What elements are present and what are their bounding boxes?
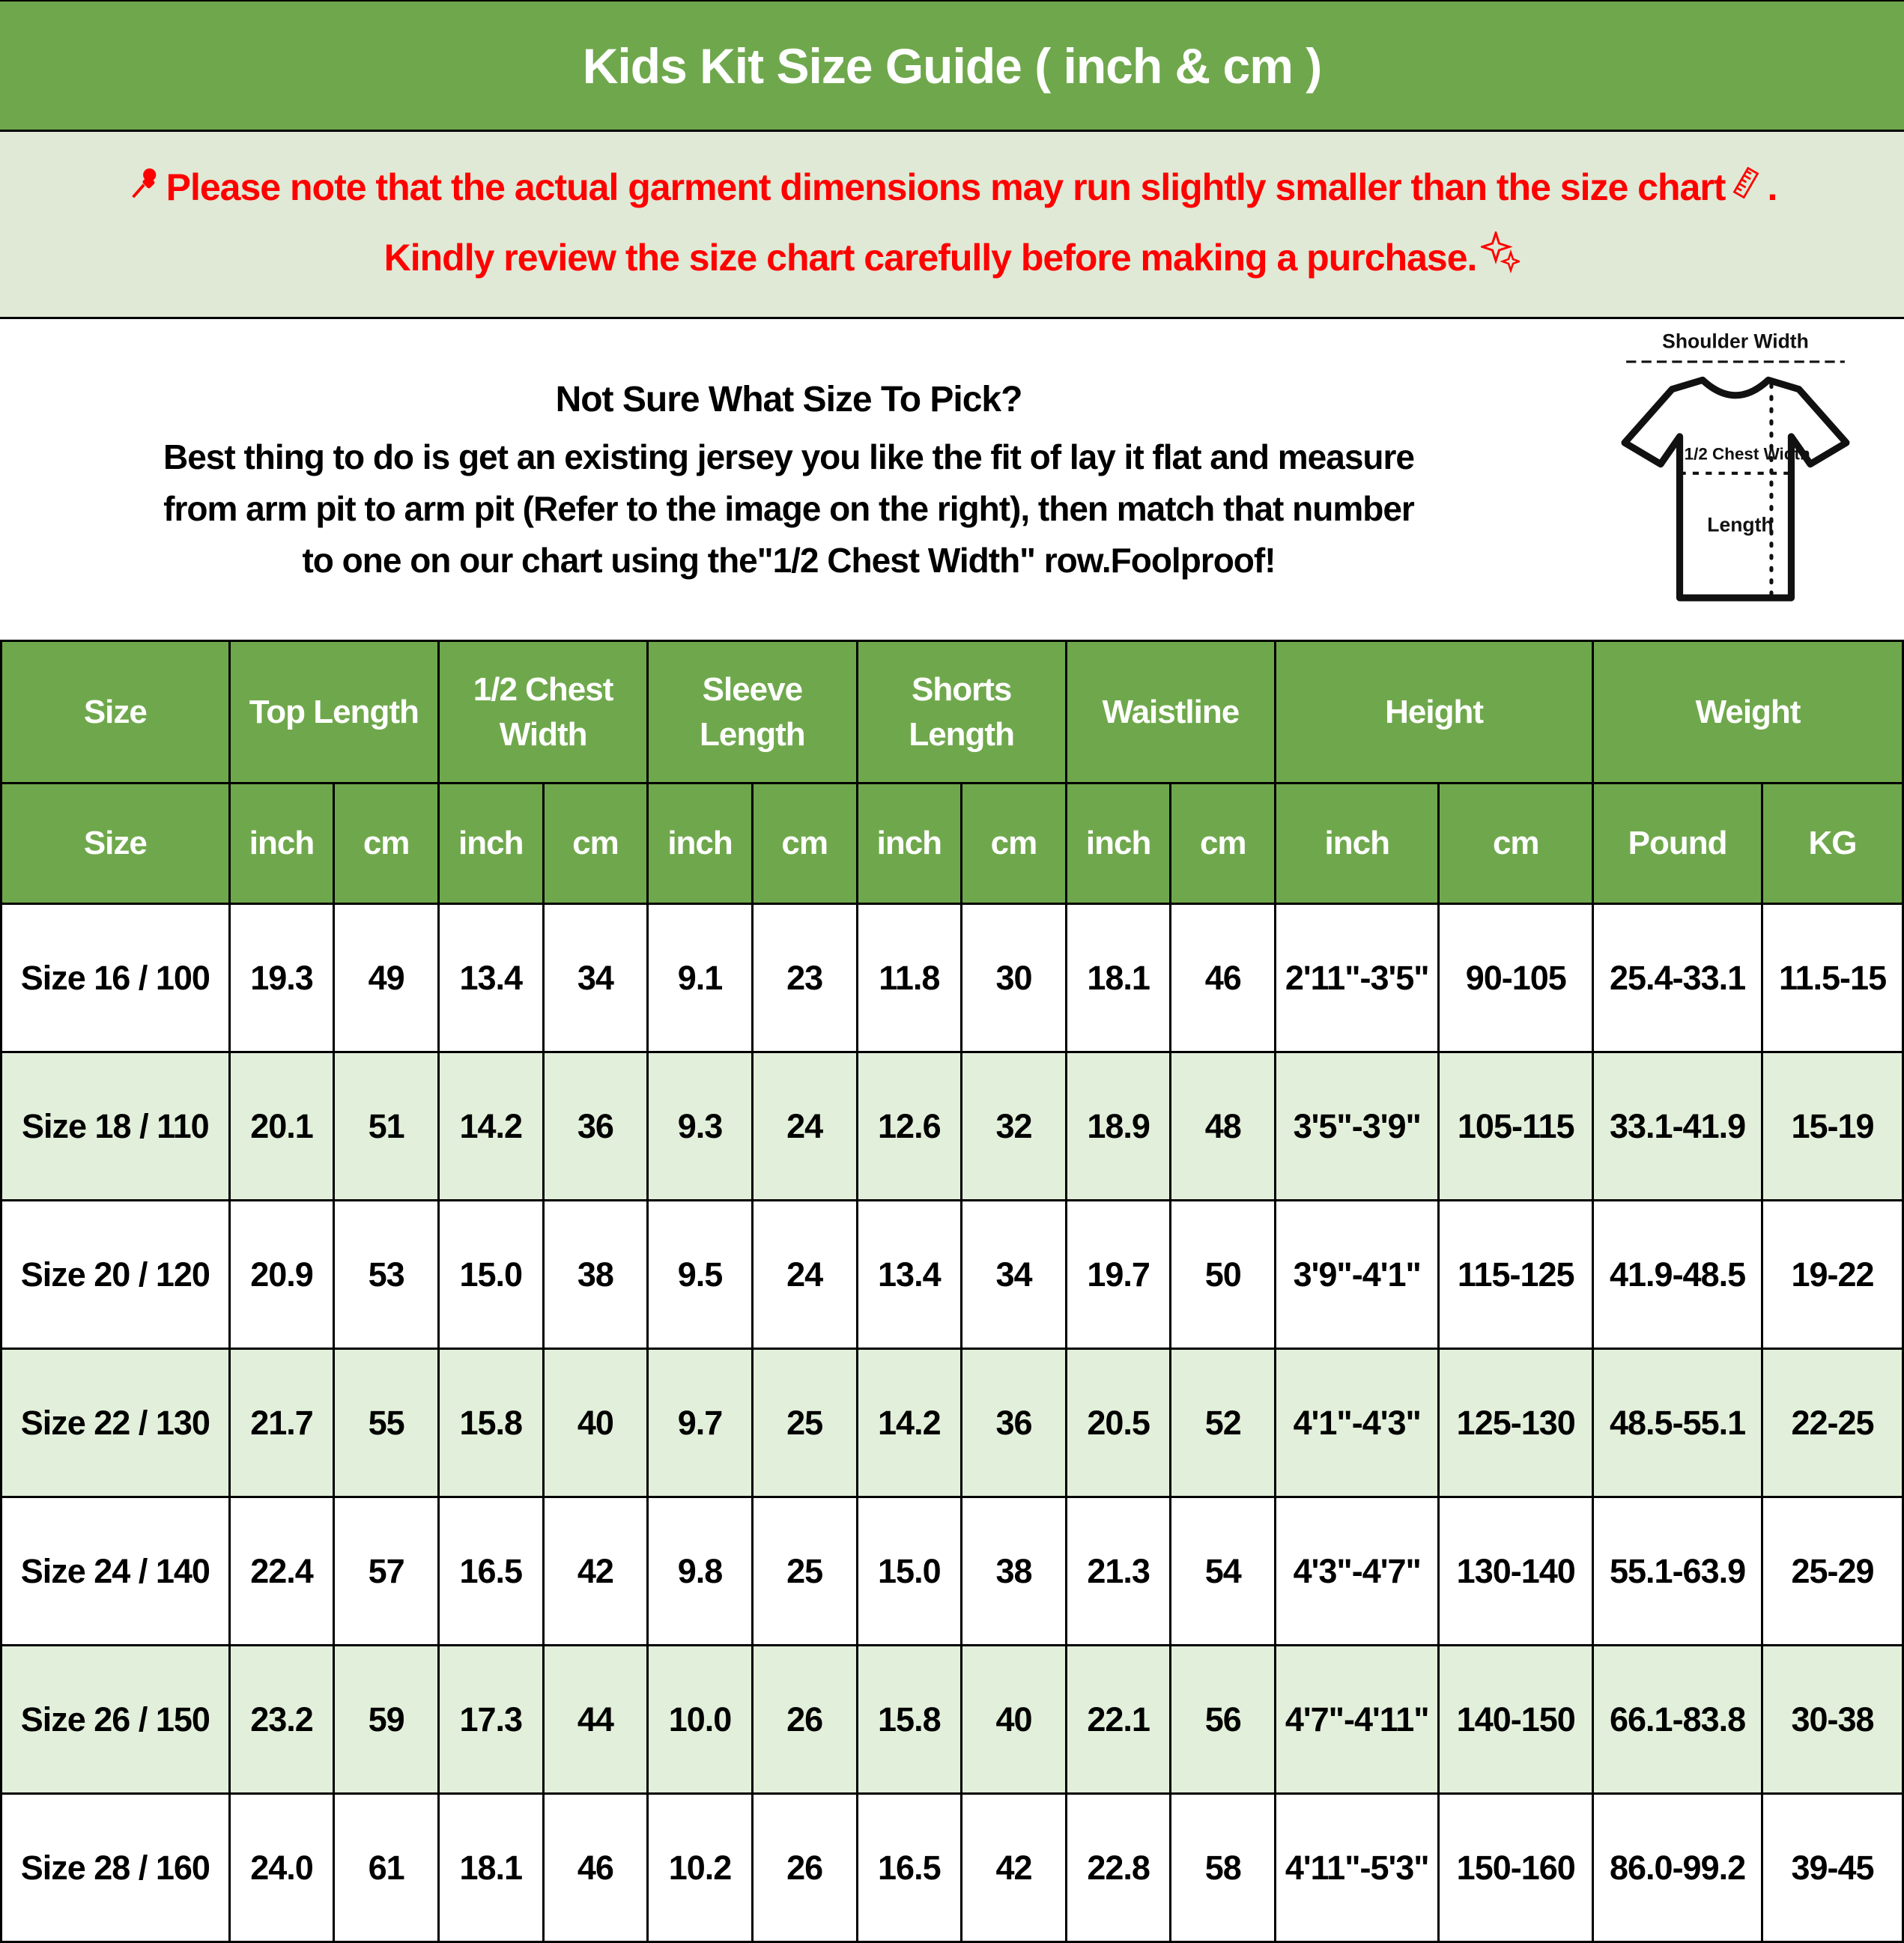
table-cell: 9.8 <box>648 1497 753 1646</box>
table-cell: 39-45 <box>1762 1794 1903 1942</box>
table-cell: 54 <box>1171 1497 1276 1646</box>
table-cell: 90-105 <box>1439 904 1593 1052</box>
table-cell: 24 <box>752 1052 857 1201</box>
table-cell: 16.5 <box>857 1794 962 1942</box>
advice-section <box>0 319 1904 640</box>
table-cell: 51 <box>334 1052 439 1201</box>
table-cell: 26 <box>752 1794 857 1942</box>
unit-header: Size <box>1 783 230 904</box>
table-cell: 36 <box>962 1349 1067 1497</box>
table-cell: 48.5-55.1 <box>1593 1349 1762 1497</box>
table-cell: 105-115 <box>1439 1052 1593 1201</box>
table-row <box>1 1497 1903 1646</box>
tshirt-diagram <box>1567 319 1904 640</box>
column-header: Height <box>1276 641 1593 783</box>
advice-line-2: from arm pit to arm pit (Refer to the image on the right), then match that number <box>163 488 1414 528</box>
table-row <box>1 1201 1903 1349</box>
table-row <box>1 1052 1903 1201</box>
column-header: Size <box>1 641 230 783</box>
table-cell: 4'3"-4'7" <box>1276 1497 1439 1646</box>
table-cell: 11.5-15 <box>1762 904 1903 1052</box>
unit-header: inch <box>229 783 334 904</box>
table-cell: 36 <box>543 1052 648 1201</box>
table-cell: 52 <box>1171 1349 1276 1497</box>
table-cell: 4'11"-5'3" <box>1276 1794 1439 1942</box>
unit-header: cm <box>1439 783 1593 904</box>
table-cell: 19.3 <box>229 904 334 1052</box>
table-cell: 24.0 <box>229 1794 334 1942</box>
column-header: Weight <box>1593 641 1903 783</box>
table-row <box>1 1794 1903 1942</box>
table-cell: 11.8 <box>857 904 962 1052</box>
table-cell: 48 <box>1171 1052 1276 1201</box>
table-cell: 55 <box>334 1349 439 1497</box>
table-cell: 16.5 <box>438 1497 543 1646</box>
table-cell: 18.9 <box>1066 1052 1171 1201</box>
table-cell: 22.1 <box>1066 1646 1171 1794</box>
table-row <box>1 1349 1903 1497</box>
unit-header: cm <box>334 783 439 904</box>
table-header-group-row <box>1 641 1903 783</box>
unit-header: inch <box>648 783 753 904</box>
table-cell: 13.4 <box>857 1201 962 1349</box>
table-cell: 22-25 <box>1762 1349 1903 1497</box>
table-cell: 40 <box>543 1349 648 1497</box>
table-cell: 40 <box>962 1646 1067 1794</box>
advice-text-block <box>0 319 1567 640</box>
table-cell: 20.9 <box>229 1201 334 1349</box>
table-cell: 14.2 <box>857 1349 962 1497</box>
table-cell: 10.0 <box>648 1646 753 1794</box>
table-cell: 150-160 <box>1439 1794 1593 1942</box>
column-header: Sleeve Length <box>648 641 857 783</box>
advice-heading: Not Sure What Size To Pick? <box>555 379 1022 419</box>
column-header: Top Length <box>229 641 438 783</box>
table-cell: 17.3 <box>438 1646 543 1794</box>
notice-text-1: Please note that the actual garment dimensions may run slightly smaller than the size chart <box>166 166 1726 208</box>
sparkles-icon <box>1481 231 1520 284</box>
table-cell: 58 <box>1171 1794 1276 1942</box>
unit-header: inch <box>438 783 543 904</box>
shoulder-width-label: Shoulder Width <box>1662 330 1809 353</box>
table-cell: 34 <box>543 904 648 1052</box>
size-table <box>0 640 1904 1943</box>
table-cell: 15-19 <box>1762 1052 1903 1201</box>
table-cell: 50 <box>1171 1201 1276 1349</box>
unit-header: Pound <box>1593 783 1762 904</box>
unit-header: cm <box>962 783 1067 904</box>
table-cell: 23.2 <box>229 1646 334 1794</box>
ruler-icon <box>1729 166 1762 209</box>
table-cell: 66.1-83.8 <box>1593 1646 1762 1794</box>
table-cell: 15.8 <box>438 1349 543 1497</box>
table-cell: 115-125 <box>1439 1201 1593 1349</box>
table-cell: 59 <box>334 1646 439 1794</box>
table-cell: 57 <box>334 1497 439 1646</box>
table-cell: 30 <box>962 904 1067 1052</box>
table-cell: 42 <box>543 1497 648 1646</box>
column-header: Shorts Length <box>857 641 1066 783</box>
notice-line-2 <box>384 231 1521 284</box>
length-label: Length <box>1707 513 1774 536</box>
table-cell: 21.7 <box>229 1349 334 1497</box>
table-cell: 23 <box>752 904 857 1052</box>
table-cell: Size 22 / 130 <box>1 1349 230 1497</box>
table-cell: 3'5"-3'9" <box>1276 1052 1439 1201</box>
table-cell: 19.7 <box>1066 1201 1171 1349</box>
table-cell: 9.7 <box>648 1349 753 1497</box>
table-cell: 19-22 <box>1762 1201 1903 1349</box>
title-banner <box>0 1 1904 132</box>
table-cell: 20.1 <box>229 1052 334 1201</box>
unit-header: inch <box>1276 783 1439 904</box>
table-cell: 61 <box>334 1794 439 1942</box>
table-row <box>1 904 1903 1052</box>
notice-line-1 <box>127 166 1777 209</box>
table-cell: 55.1-63.9 <box>1593 1497 1762 1646</box>
table-cell: 2'11"-3'5" <box>1276 904 1439 1052</box>
table-cell: 26 <box>752 1646 857 1794</box>
notice-banner <box>0 132 1904 319</box>
table-cell: 15.0 <box>438 1201 543 1349</box>
table-cell: 125-130 <box>1439 1349 1593 1497</box>
unit-header: inch <box>1066 783 1171 904</box>
table-cell: 22.4 <box>229 1497 334 1646</box>
table-cell: 9.5 <box>648 1201 753 1349</box>
table-cell: 25 <box>752 1349 857 1497</box>
table-cell: Size 20 / 120 <box>1 1201 230 1349</box>
table-cell: 25 <box>752 1497 857 1646</box>
table-cell: 46 <box>543 1794 648 1942</box>
table-cell: 49 <box>334 904 439 1052</box>
table-cell: 18.1 <box>438 1794 543 1942</box>
unit-header: cm <box>543 783 648 904</box>
table-cell: 34 <box>962 1201 1067 1349</box>
table-row <box>1 1646 1903 1794</box>
table-cell: 13.4 <box>438 904 543 1052</box>
table-cell: 46 <box>1171 904 1276 1052</box>
table-cell: 20.5 <box>1066 1349 1171 1497</box>
unit-header: inch <box>857 783 962 904</box>
table-cell: Size 18 / 110 <box>1 1052 230 1201</box>
notice-text-1-suffix: . <box>1767 166 1777 208</box>
table-cell: 130-140 <box>1439 1497 1593 1646</box>
advice-line-3: to one on our chart using the"1/2 Chest Width" row.Foolproof! <box>302 540 1276 580</box>
table-cell: 9.1 <box>648 904 753 1052</box>
table-cell: 18.1 <box>1066 904 1171 1052</box>
table-cell: 12.6 <box>857 1052 962 1201</box>
pushpin-icon <box>127 166 162 209</box>
table-cell: 30-38 <box>1762 1646 1903 1794</box>
table-cell: 38 <box>962 1497 1067 1646</box>
table-cell: Size 26 / 150 <box>1 1646 230 1794</box>
unit-header: cm <box>752 783 857 904</box>
table-cell: Size 24 / 140 <box>1 1497 230 1646</box>
table-cell: 14.2 <box>438 1052 543 1201</box>
advice-line-1: Best thing to do is get an existing jersey you like the fit of lay it flat and measure <box>163 437 1415 476</box>
tshirt-outline <box>1625 380 1846 598</box>
column-header: Waistline <box>1066 641 1275 783</box>
table-cell: Size 28 / 160 <box>1 1794 230 1942</box>
table-cell: 3'9"-4'1" <box>1276 1201 1439 1349</box>
table-cell: 24 <box>752 1201 857 1349</box>
table-header-unit-row <box>1 783 1903 904</box>
column-header: 1/2 Chest Width <box>438 641 647 783</box>
table-cell: 140-150 <box>1439 1646 1593 1794</box>
table-cell: 44 <box>543 1646 648 1794</box>
notice-text-2: Kindly review the size chart carefully before making a purchase. <box>383 236 1477 279</box>
table-cell: 42 <box>962 1794 1067 1942</box>
table-cell: 53 <box>334 1201 439 1349</box>
table-cell: 86.0-99.2 <box>1593 1794 1762 1942</box>
page-title: Kids Kit Size Guide ( inch & cm ) <box>582 37 1322 94</box>
table-cell: 9.3 <box>648 1052 753 1201</box>
table-cell: 4'1"-4'3" <box>1276 1349 1439 1497</box>
table-cell: 38 <box>543 1201 648 1349</box>
table-cell: 15.0 <box>857 1497 962 1646</box>
table-cell: 10.2 <box>648 1794 753 1942</box>
table-cell: 15.8 <box>857 1646 962 1794</box>
table-cell: Size 16 / 100 <box>1 904 230 1052</box>
unit-header: KG <box>1762 783 1903 904</box>
table-cell: 22.8 <box>1066 1794 1171 1942</box>
table-cell: 25.4-33.1 <box>1593 904 1762 1052</box>
table-cell: 41.9-48.5 <box>1593 1201 1762 1349</box>
table-cell: 25-29 <box>1762 1497 1903 1646</box>
unit-header: cm <box>1171 783 1276 904</box>
table-cell: 56 <box>1171 1646 1276 1794</box>
table-cell: 21.3 <box>1066 1497 1171 1646</box>
half-chest-width-label: 1/2 Chest Width <box>1684 444 1810 464</box>
table-cell: 33.1-41.9 <box>1593 1052 1762 1201</box>
table-cell: 32 <box>962 1052 1067 1201</box>
table-cell: 4'7"-4'11" <box>1276 1646 1439 1794</box>
tshirt-measure-illustration <box>1586 327 1885 632</box>
